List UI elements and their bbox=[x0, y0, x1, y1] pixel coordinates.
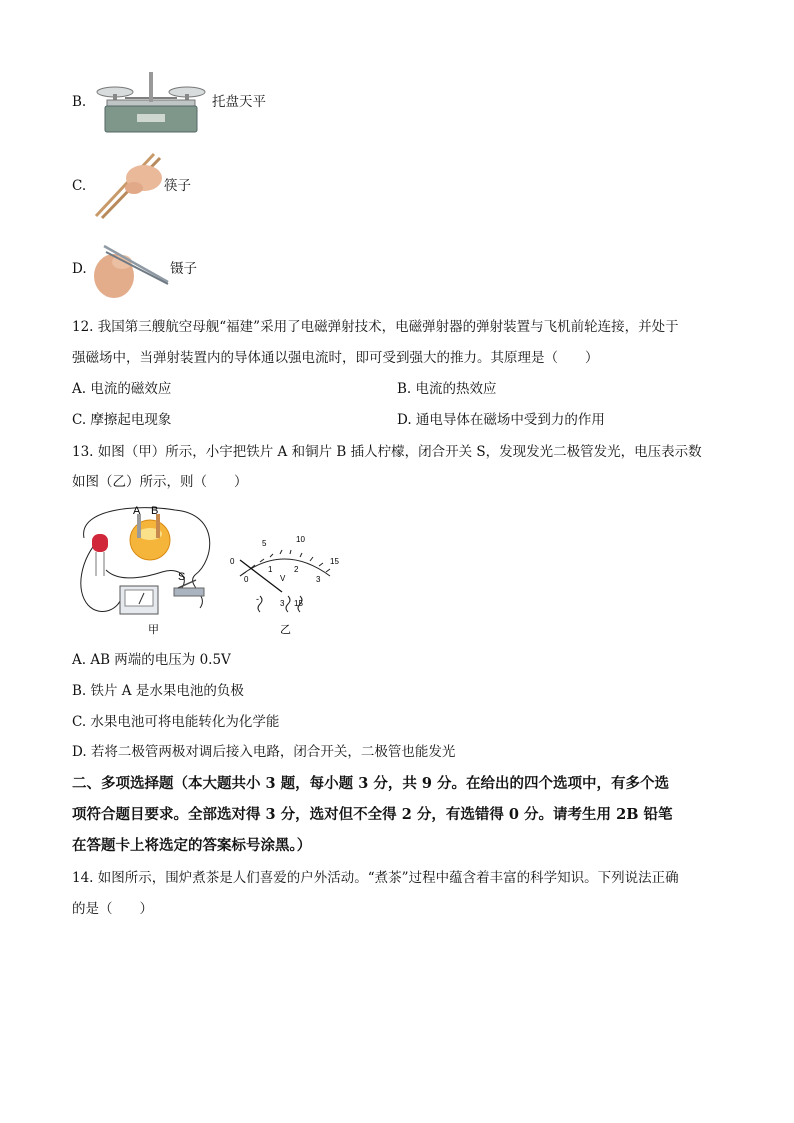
option-caption-c: 筷子 bbox=[164, 178, 191, 194]
q14-stem-line2: 的是（ ） bbox=[72, 901, 153, 917]
scale-bottom-3: 3 bbox=[316, 575, 321, 584]
q12-option-d: D. 通电导体在磁场中受到力的作用 bbox=[397, 412, 605, 428]
scale-top-10: 10 bbox=[296, 535, 305, 544]
option-letter-d: D. bbox=[72, 261, 87, 277]
scale-bottom-2: 2 bbox=[294, 565, 299, 574]
scale-bottom-0: 0 bbox=[244, 575, 249, 584]
option-letter-c: C. bbox=[72, 178, 87, 194]
option-caption-d: 镊子 bbox=[170, 261, 197, 277]
figure-jia-circuit bbox=[70, 500, 220, 638]
q12-option-a: A. 电流的磁效应 bbox=[72, 381, 172, 397]
q13-option-d: D. 若将二极管两极对调后接入电路，闭合开关，二极管也能发光 bbox=[72, 744, 456, 760]
section2-heading-line2: 项符合题目要求。全部选对得 3 分，选对但不全得 2 分，有选错得 0 分。请考生用 2B 铅笔 bbox=[72, 806, 673, 823]
q12-stem-line1: 12. 我国第三艘航空母舰“福建”采用了电磁弹射技术，电磁弹射器的弹射装置与飞机前轮连接，并处于 bbox=[72, 319, 679, 335]
scale-top-5: 5 bbox=[262, 539, 267, 548]
figure-yi-caption: 乙 bbox=[280, 624, 291, 636]
scale-bottom-1: 1 bbox=[268, 565, 273, 574]
q13-option-c: C. 水果电池可将电能转化为化学能 bbox=[72, 714, 280, 730]
q12-option-b: B. 电流的热效应 bbox=[397, 381, 497, 397]
option-letter-b: B. bbox=[72, 94, 87, 110]
scale-top-0: 0 bbox=[230, 557, 235, 566]
terminal-15: 15 bbox=[294, 599, 303, 608]
voltmeter-unit: V bbox=[280, 574, 286, 583]
q13-option-b: B. 铁片 A 是水果电池的负极 bbox=[72, 683, 244, 699]
terminal-minus: - bbox=[256, 594, 259, 604]
q13-option-a: A. AB 两端的电压为 0.5V bbox=[72, 652, 231, 668]
q13-stem-line1: 13. 如图（甲）所示，小宇把铁片 A 和铜片 B 插人柠檬，闭合开关 S，发现发光二极管发光，电压表示数 bbox=[72, 444, 702, 460]
tweezers-image bbox=[92, 238, 170, 302]
section2-heading-line1: 二、多项选择题（本大题共小 3 题，每小题 3 分，共 9 分。在给出的四个选项中，有多个选 bbox=[72, 775, 670, 792]
chopsticks-image bbox=[92, 150, 168, 220]
section2-heading-line3: 在答题卡上将选定的答案标号涂黑。） bbox=[72, 837, 312, 854]
q13-stem-line2: 如图（乙）所示，则（ ） bbox=[72, 474, 248, 490]
electrode-label-b: B bbox=[151, 505, 159, 517]
option-caption-b: 托盘天平 bbox=[212, 94, 266, 110]
electrode-label-a: A bbox=[133, 505, 141, 517]
q12-option-c: C. 摩擦起电现象 bbox=[72, 412, 172, 428]
q12-stem-line2: 强磁场中，当弹射装置内的导体通以强电流时，即可受到强大的推力。其原理是（ ） bbox=[72, 350, 599, 366]
switch-label-s: S bbox=[178, 571, 186, 583]
q14-stem-line1: 14. 如图所示，围炉煮茶是人们喜爱的户外活动。“煮茶”过程中蕴含着丰富的科学知识。下列说法正确 bbox=[72, 870, 679, 886]
terminal-3: 3 bbox=[280, 599, 285, 608]
balance-scale-image bbox=[95, 70, 207, 136]
figure-jia-caption: 甲 bbox=[148, 624, 159, 636]
scale-top-15: 15 bbox=[330, 557, 339, 566]
figure-yi-voltmeter bbox=[224, 530, 348, 638]
